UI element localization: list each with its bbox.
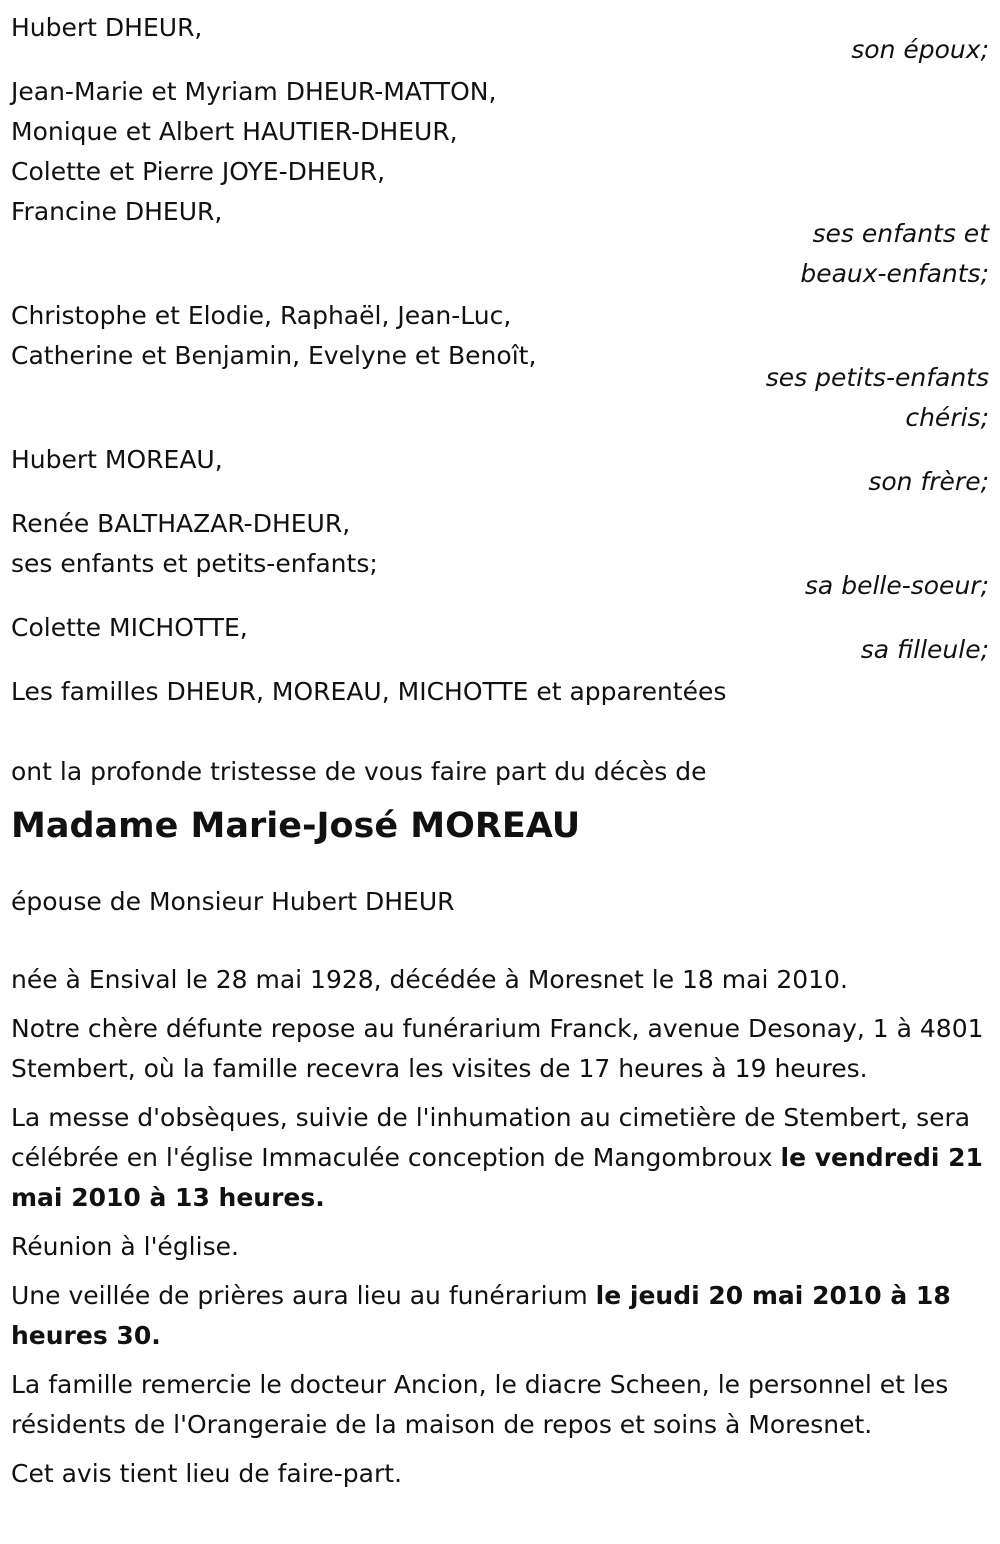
relation-label: son époux; [851, 35, 989, 64]
mass-text: La messe d'obsèques, suivie de l'inhumation au cimetière de Stembert, sera célébrée en l'église Immaculée conception de Mangombroux [11, 1103, 971, 1172]
family-line: Hubert DHEUR, [11, 13, 203, 42]
vigil-date: le jeudi 20 mai 2010 à 18 heures 30. [11, 1281, 951, 1350]
closing-line: Cet avis tient lieu de faire-part. [11, 1459, 403, 1488]
family-line: Francine DHEUR, [11, 197, 223, 226]
relation-label: ses enfants et [812, 219, 989, 248]
spouse-line: épouse de Monsieur Hubert DHEUR [11, 887, 455, 916]
mass-date: le vendredi 21 mai 2010 à 13 heures. [11, 1143, 983, 1212]
relation-label: sa filleule; [860, 635, 989, 664]
vigil-text: Une veillée de prières aura lieu au funérarium [11, 1281, 596, 1310]
family-line: Colette et Pierre JOYE-DHEUR, [11, 157, 386, 186]
family-line: Christophe et Elodie, Raphaël, Jean-Luc, [11, 301, 512, 330]
family-line: Hubert MOREAU, [11, 445, 223, 474]
relation-label: ses petits-enfants [765, 363, 989, 392]
family-line: Renée BALTHAZAR-DHEUR, [11, 509, 351, 538]
family-line: Jean-Marie et Myriam DHEUR-MATTON, [11, 77, 497, 106]
family-block-spouse [11, 8, 990, 70]
thanks-paragraph: La famille remercie le docteur Ancion, le diacre Scheen, le personnel et les résidents de l'Orangeraie de la maison de repos et soins à Moresnet. [11, 1370, 949, 1439]
family-block-grandchildren [11, 296, 990, 438]
meeting-paragraph: Réunion à l'église. [11, 1232, 239, 1261]
relation-label: son frère; [868, 467, 989, 496]
relation-label: sa belle-soeur; [804, 571, 989, 600]
announcement: ont la profonde tristesse de vous faire part du décès de [11, 757, 707, 786]
funerarium-paragraph: Notre chère défunte repose au funérarium Franck, avenue Desonay, 1 à 4801 Stembert, où la famille recevra les visites de 17 heures à 19 heures. [11, 1014, 984, 1083]
deceased-name: Madame Marie-José MOREAU [11, 806, 581, 846]
vigil-paragraph [11, 1276, 990, 1356]
family-line: Colette MICHOTTE, [11, 613, 248, 642]
mass-paragraph [11, 1098, 990, 1218]
family-line: ses enfants et petits-enfants; [11, 549, 378, 578]
families-closing: Les familles DHEUR, MOREAU, MICHOTTE et apparentées [11, 677, 727, 706]
family-block-brother [11, 440, 990, 502]
birth-death: née à Ensival le 28 mai 1928, décédée à Moresnet le 18 mai 2010. [11, 965, 848, 994]
family-block-goddaughter [11, 608, 990, 670]
relation-label: chéris; [905, 403, 989, 432]
family-line: Monique et Albert HAUTIER-DHEUR, [11, 117, 458, 146]
family-line: Catherine et Benjamin, Evelyne et Benoît, [11, 341, 537, 370]
family-block-sister-in-law [11, 504, 990, 606]
family-block-children [11, 72, 990, 294]
relation-label: beaux-enfants; [800, 259, 989, 288]
